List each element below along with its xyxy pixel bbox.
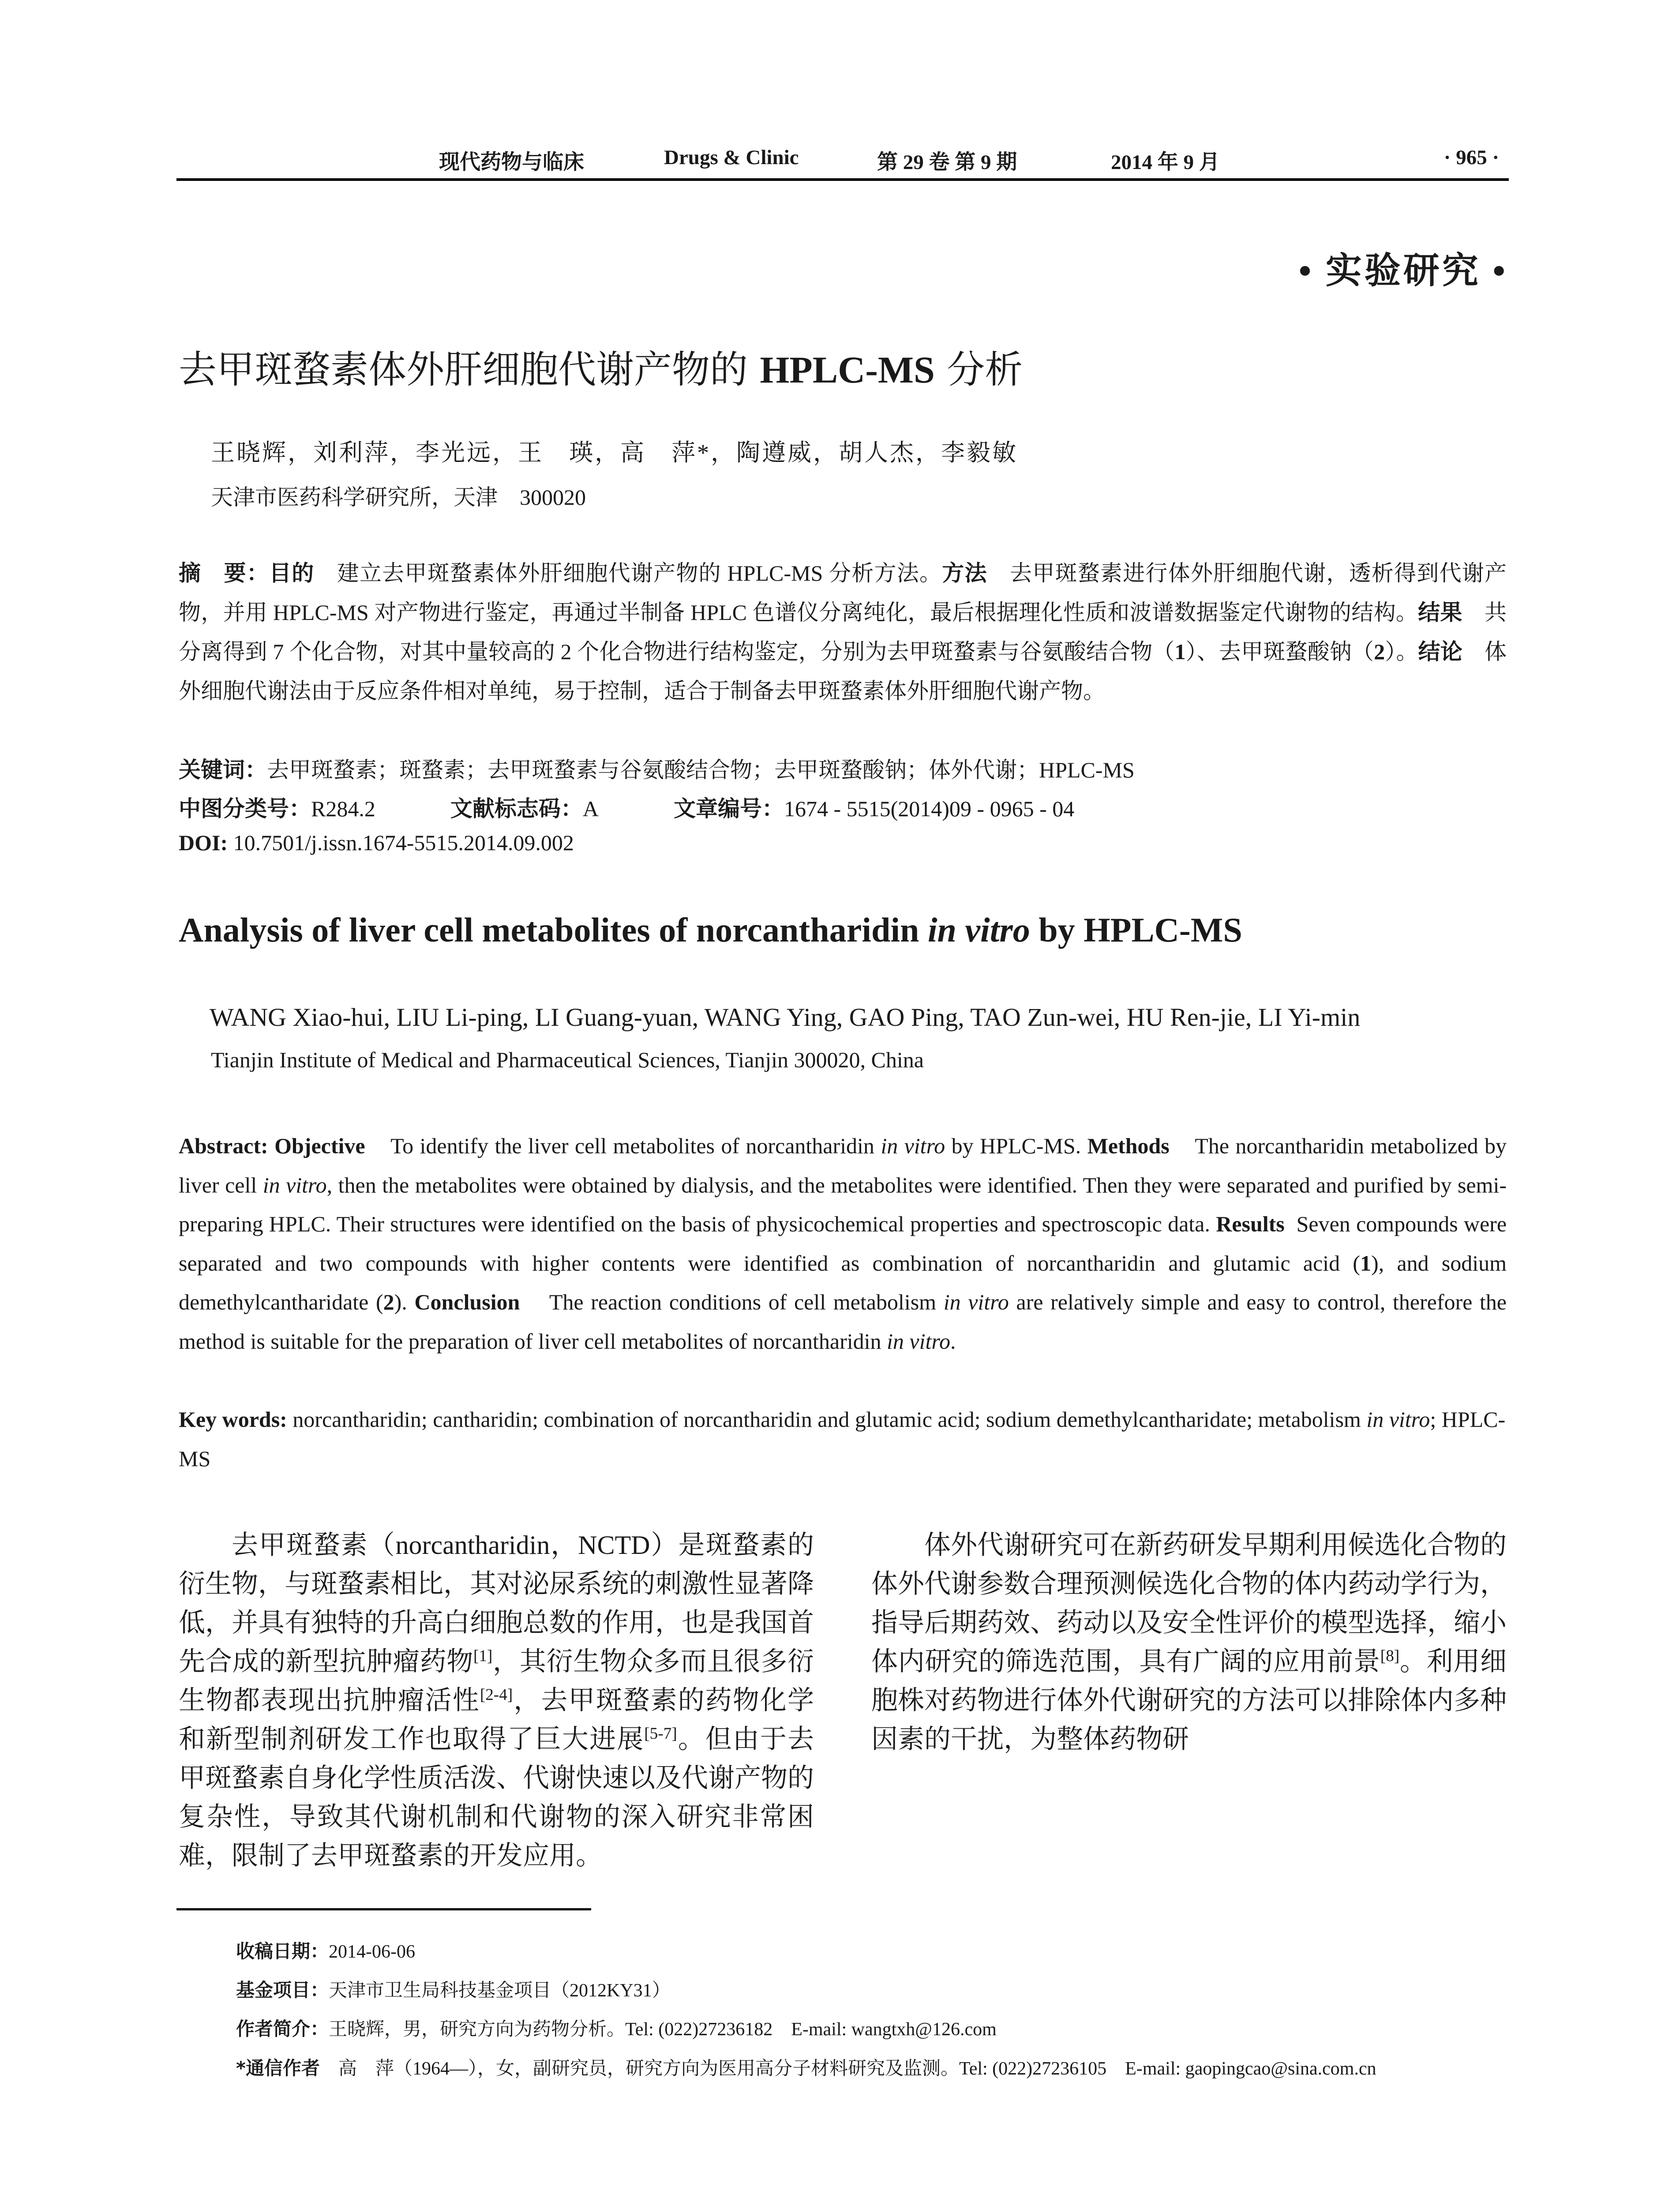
body-p2-a: 体外代谢研究可在新药研发早期利用候选化合物的体外代谢参数合理预测候选化合物的体内药动学行为，指导后期药效、药动以及安全性评价的模型选择，缩小体内研究的筛选范围，具有广阔的应用前景 <box>871 1531 1507 1676</box>
affiliation-en: Tianjin Institute of Medical and Pharmaceutical Sciences, Tianjin 300020, China <box>211 1047 924 1072</box>
objective-cn: 建立去甲斑蝥素体外肝细胞代谢产物的 HPLC-MS 分析方法。 <box>337 561 942 585</box>
footnote-corresponding-author <box>236 2054 1376 2080</box>
corr-label: *通信作者 <box>236 2057 320 2079</box>
title-en-a: Analysis of liver cell metabolites of norcantharidin <box>179 911 928 949</box>
bio-label: 作者简介： <box>236 2018 329 2040</box>
section-label: • 实验研究 • <box>1298 251 1508 291</box>
body-paragraph-1 <box>179 1526 814 1875</box>
conclusion-label-cn: 结论 <box>1418 639 1462 664</box>
abstract-cn <box>179 554 1507 711</box>
citation-5-7: [5-7] <box>644 1725 677 1743</box>
keywords-cn <box>179 752 1135 784</box>
conclusion-en-b: are relatively simple and easy to control, therefore the method is suitable for the preparation of liver cell metabolites of norcantharidin <box>179 1290 1507 1354</box>
compound-1-en: 1 <box>1360 1250 1371 1276</box>
results-en-b: ), and sodium demethylcantharidate ( <box>179 1250 1507 1314</box>
keywords-cn-text: 去甲斑蝥素；斑蝥素；去甲斑蝥素与谷氨酸结合物；去甲斑蝥酸钠；体外代谢；HPLC-MS <box>267 758 1135 782</box>
footnote-author-bio <box>236 2015 997 2041</box>
doc-code-label: 文献标志码： <box>450 796 583 822</box>
paper-title-en <box>179 910 1242 950</box>
objective-label-cn: 目的 <box>269 560 315 586</box>
clc-label: 中图分类号： <box>179 796 311 822</box>
doi-value: 10.7501/j.issn.1674-5515.2014.09.002 <box>233 830 574 855</box>
abstract-en-label: Abstract: Objective <box>179 1133 365 1158</box>
article-no-label: 文章编号： <box>673 796 784 822</box>
clc-value: R284.2 <box>311 796 375 821</box>
citation-1: [1] <box>473 1647 493 1665</box>
conclusion-en-a: The reaction conditions of cell metabolism <box>549 1290 944 1314</box>
fund-label: 基金项目： <box>236 1979 329 2001</box>
affiliation-cn: 天津市医药科学研究所，天津 300020 <box>211 485 586 510</box>
received-date: 2014-06-06 <box>329 1942 415 1962</box>
corr-text: 高 萍（1964—），女，副研究员，研究方向为医用高分子材料研究及监测。Tel: (022)27236105 E-mail: gaopingcao@sina.com.cn <box>319 2059 1376 2079</box>
conclusion-en-c: . <box>950 1328 956 1354</box>
conclusion-label-en: Conclusion <box>414 1290 520 1314</box>
paper-title-cn <box>179 339 1023 394</box>
methods-en-i: in vitro <box>262 1172 327 1197</box>
keywords-cn-label: 关键词： <box>179 757 267 783</box>
title-en-italic: in vitro <box>927 911 1030 949</box>
page-number: · 965 · <box>1444 146 1499 169</box>
keywords-en-a: norcantharidin; cantharidin; combination of norcantharidin and glutamic acid; sodium demethylcantharidate; metabolism <box>292 1407 1367 1432</box>
body-p1-d: 。但由于去甲斑蝥素自身化学性质活泼、代谢快速以及代谢产物的复杂性，导致其代谢机制和代谢物的深入研究非常困难，限制了去甲斑蝥素的开发应用。 <box>179 1725 814 1870</box>
authors-cn: 王晓辉，刘利萍，李光远，王 瑛，高 萍*，陶遵威，胡人杰，李毅敏 <box>211 439 1018 466</box>
keywords-en-b: ; HPLC-MS <box>179 1407 1506 1471</box>
methods-cn: 去甲斑蝥素进行体外肝细胞代谢，透析得到代谢产物，并用 HPLC-MS 对产物进行鉴定，再通过半制备 HPLC 色谱仪分离纯化，最后根据理化性质和波谱数据鉴定代谢物的结构。 <box>179 561 1507 625</box>
results-label-cn: 结果 <box>1418 600 1462 625</box>
footnote-fund <box>236 1976 671 2002</box>
title-en-b: by HPLC-MS <box>1030 911 1242 949</box>
methods-en-b: , then the metabolites were obtained by dialysis, and the metabolites were identified. Then they were separated and purified by semi-preparing HPLC. Their structures were identified on the basis of physicochemical properties and spectroscopic data. <box>179 1172 1507 1236</box>
article-no-value: 1674 - 5515(2014)09 - 0965 - 04 <box>784 796 1075 821</box>
volume-issue: 第 29 卷 第 9 期 <box>877 151 1017 174</box>
body-p1-a: 去甲斑蝥素（norcantharidin，NCTD）是斑蝥素的衍生物，与斑蝥素相比，其对泌尿系统的刺激性显著降低，并具有独特的升高白细胞总数的作用，也是我国首先合成的新型抗肿瘤药物 <box>179 1531 814 1676</box>
body-p1-c: ，去甲斑蝥素的药物化学和新型制剂研发工作也取得了巨大进展 <box>179 1686 814 1754</box>
methods-label-cn: 方法 <box>942 560 987 586</box>
conclusion-en-i2: in vitro <box>887 1328 951 1354</box>
keywords-en-label: Key words: <box>179 1407 287 1432</box>
methods-label-en: Methods <box>1087 1133 1170 1158</box>
body-paragraph-2 <box>871 1526 1507 1759</box>
conclusion-cn: 体外细胞代谢法由于反应条件相对单纯，易于控制，适合于制备去甲斑蝥素体外肝细胞代谢产物。 <box>179 639 1507 703</box>
doc-code-value: A <box>582 796 599 821</box>
methods-en-a: The norcantharidin metabolized by liver cell <box>179 1133 1507 1197</box>
abstract-cn-label: 摘 要： <box>179 560 269 586</box>
doi-label: DOI: <box>179 830 228 855</box>
body-p1-b: ，其衍生物众多而且很多衍生物都表现出抗肿瘤活性 <box>179 1647 814 1715</box>
footnote-received <box>236 1937 415 1963</box>
citation-8: [8] <box>1380 1647 1400 1665</box>
fund-text: 天津市卫生局科技基金项目（2012KY31） <box>329 1981 671 2001</box>
compound-2-cn: 2 <box>1374 639 1385 664</box>
keywords-en <box>179 1400 1507 1478</box>
conclusion-en-i: in vitro <box>943 1290 1009 1314</box>
authors-en: WANG Xiao-hui, LIU Li-ping, LI Guang-yuan, WANG Ying, GAO Ping, TAO Zun-wei, HU Ren-jie, LI Yi-min <box>210 1003 1361 1032</box>
results-cn-a: 共分离得到 7 个化合物，对其中量较高的 2 个化合物进行结构鉴定，分别为去甲斑蝥素与谷氨酸结合物（ <box>179 600 1507 664</box>
results-en-c: ). <box>394 1290 407 1314</box>
keywords-en-i: in vitro <box>1366 1407 1430 1432</box>
running-header <box>176 140 1509 181</box>
title-cn-abbr: HPLC-MS <box>760 349 935 391</box>
title-cn-text: 去甲斑蝥素体外肝细胞代谢产物的 <box>179 348 748 392</box>
compound-2-en: 2 <box>383 1290 394 1314</box>
abstract-en <box>179 1126 1507 1361</box>
results-en-a: Seven compounds were separated and two compounds with higher contents were identified as combination of norcantharidin and glutamic acid ( <box>179 1212 1507 1276</box>
classification-line <box>179 791 1074 823</box>
citation-2-4: [2-4] <box>480 1686 513 1704</box>
bio-text: 王晓辉，男，研究方向为药物分析。Tel: (022)27236182 E-mail: wangtxh@126.com <box>329 2019 997 2040</box>
results-cn-b: ）、去甲斑蝥酸钠（ <box>1185 639 1374 664</box>
footnote-divider <box>176 1908 591 1910</box>
body-column-right <box>871 1526 1507 1759</box>
body-p2-b: 。利用细胞株对药物进行体外代谢研究的方法可以排除体内多种因素的干扰，为整体药物研 <box>871 1647 1507 1754</box>
results-label-en: Results <box>1216 1212 1285 1236</box>
received-label: 收稿日期： <box>236 1940 329 1962</box>
journal-name-cn: 现代药物与临床 <box>439 151 584 174</box>
results-cn-c: ）。 <box>1385 639 1418 664</box>
issue-date: 2014 年 9 月 <box>1111 151 1220 174</box>
objective-en-b: by HPLC-MS. <box>945 1133 1081 1158</box>
journal-name-en: Drugs & Clinic <box>664 146 799 169</box>
compound-1-cn: 1 <box>1174 639 1186 664</box>
objective-en-a: To identify the liver cell metabolites of norcantharidin <box>390 1133 881 1158</box>
objective-en-i: in vitro <box>881 1133 945 1158</box>
body-column-left <box>179 1526 814 1875</box>
title-cn-tail: 分析 <box>947 348 1023 392</box>
doi-line <box>179 830 574 855</box>
